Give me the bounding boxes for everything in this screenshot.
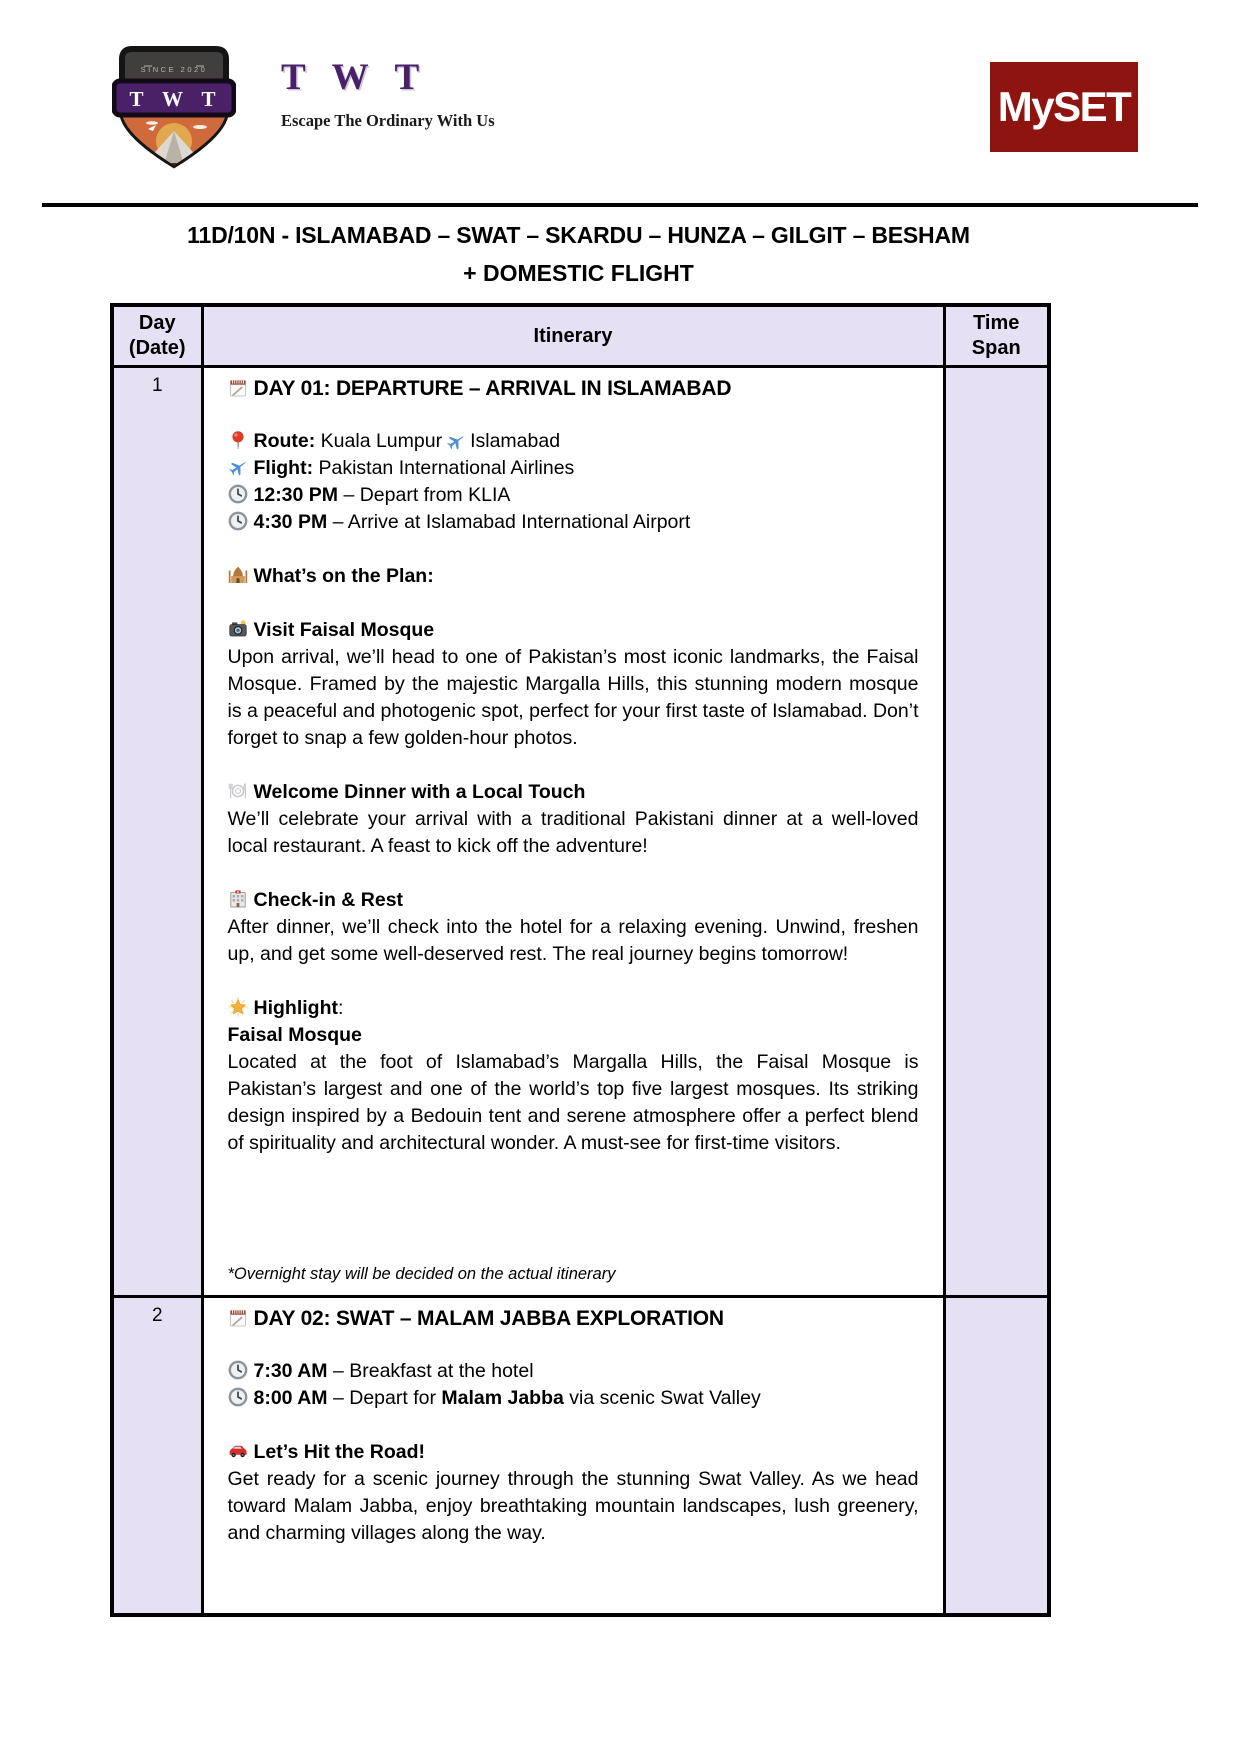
text-segment: 7:30 AM: [253, 1360, 328, 1382]
spacer: [228, 401, 919, 428]
document-title-line2: + DOMESTIC FLIGHT: [463, 260, 694, 286]
itinerary-heading: [228, 1307, 919, 1331]
text-segment: via scenic Swat Valley: [563, 1387, 761, 1409]
itinerary-paragraph: Get ready for a scenic journey through the stunning Swat Valley. As we head toward Malam Jabba, enjoy breathtaking mountain landscapes, lush greenery, and charming villages along the way.: [227, 1468, 919, 1544]
svg-text:H: H: [236, 889, 239, 894]
red-car-icon: [228, 1441, 248, 1461]
airplane-icon: [446, 431, 466, 451]
itinerary-line: [228, 1358, 919, 1385]
hotel-icon: [228, 889, 248, 909]
brand-tagline: Escape The Ordinary With Us: [281, 111, 495, 130]
spacer: [228, 1412, 919, 1439]
text-segment: – Depart from KLIA: [338, 484, 511, 506]
text-segment: – Arrive at Islamabad International Airport: [327, 511, 691, 533]
itinerary-row: [112, 1297, 1049, 1616]
itinerary-line: [228, 455, 919, 482]
document-title-line1: 11D/10N - ISLAMABAD – SWAT – SKARDU – HUNZA – GILGIT – BESHAM: [187, 222, 970, 248]
col-header-time-line2: Span: [971, 337, 1021, 359]
myset-logo: MySET: [990, 62, 1138, 152]
itinerary-line: [228, 887, 919, 914]
text-segment: Let’s Hit the Road!: [253, 1441, 426, 1463]
itinerary-paragraph: After dinner, we’ll check into the hotel for a relaxing evening. Unwind, freshen up, and get some well-deserved rest. The real journey begins tomorrow!: [227, 916, 919, 965]
badge-initials: T W T: [129, 87, 223, 111]
document-title: [110, 222, 1047, 287]
clock-icon: [228, 1360, 248, 1380]
text-segment: 4:30 PM: [253, 511, 328, 533]
text-segment: Welcome Dinner with a Local Touch: [253, 781, 586, 803]
text-segment: Visit Faisal Mosque: [253, 619, 435, 641]
text-segment: Islamabad: [470, 430, 561, 452]
spacer: [228, 590, 919, 617]
itinerary-line: [228, 995, 919, 1022]
day-cell: 1: [112, 367, 202, 1297]
itinerary-line: [228, 563, 919, 590]
itinerary-row: [112, 367, 1049, 1297]
text-segment: :: [337, 997, 344, 1019]
table-header-row: [112, 305, 1049, 367]
col-header-itinerary-line1: Itinerary: [533, 324, 613, 347]
text-segment: Faisal Mosque: [227, 1024, 362, 1046]
itinerary-line: [228, 1022, 919, 1049]
text-segment: Check-in & Rest: [253, 889, 404, 911]
spacer: [228, 860, 919, 887]
spacer: [228, 536, 919, 563]
itinerary-paragraph: Located at the foot of Islamabad’s Margalla Hills, the Faisal Mosque is Pakistan’s largest and one of the world’s top five largest mosques. Its striking design inspired by a Bedouin tent and serene atmosphere offer a perfect blend of spirituality and architectural wonder. A must-see for first-time visitors.: [227, 1051, 919, 1154]
text-segment: – Breakfast at the hotel: [327, 1360, 534, 1382]
itinerary-line: [228, 482, 919, 509]
itinerary-table: [110, 303, 1051, 1617]
text-segment: Malam Jabba: [441, 1387, 564, 1409]
itinerary-paragraph: We’ll celebrate your arrival with a traditional Pakistani dinner at a well-loved local restaurant. A feast to kick off the adventure!: [227, 808, 919, 857]
camera-flash-icon: [228, 619, 248, 639]
col-header-day-line1: Day: [138, 312, 176, 334]
twt-badge-logo: [112, 42, 236, 172]
clock-icon: [228, 1387, 248, 1407]
itinerary-cell-content: [228, 377, 919, 1287]
fork-knife-plate-icon: [228, 781, 248, 801]
text-segment: 12:30 PM: [253, 484, 339, 506]
clock-icon: [228, 511, 248, 531]
itinerary-cell-content: [228, 1307, 919, 1605]
header-divider: [42, 203, 1198, 207]
badge-since-label: SINCE 2020: [140, 65, 208, 74]
text-segment: Pakistan International Airlines: [313, 457, 575, 479]
col-header-itinerary: [202, 305, 944, 367]
day-cell: 2: [112, 1297, 202, 1616]
text-segment: 8:00 AM: [253, 1387, 328, 1409]
itinerary-cell: [202, 367, 944, 1297]
itinerary-heading: [228, 377, 919, 401]
spiral-notepad-icon: [228, 378, 248, 398]
itinerary-line: [228, 1439, 919, 1466]
itinerary-cell: [202, 1297, 944, 1616]
text-segment: DAY 02: SWAT – MALAM JABBA EXPLORATION: [253, 1307, 724, 1330]
text-segment: DAY 01: DEPARTURE – ARRIVAL IN ISLAMABAD: [253, 377, 732, 400]
itinerary-line: [228, 617, 919, 644]
airplane-icon: [228, 457, 248, 477]
col-header-time-span: [944, 305, 1049, 367]
spacer: [228, 752, 919, 779]
itinerary-footnote: *Overnight stay will be decided on the actual itinerary: [227, 1265, 616, 1283]
text-segment: What’s on the Plan:: [253, 565, 434, 587]
shield-badge-icon: [112, 42, 236, 172]
text-segment: Route:: [253, 430, 316, 452]
itinerary-line: [228, 779, 919, 806]
brand-block: [281, 56, 495, 131]
brand-name: T W T: [281, 57, 429, 98]
spacer: [228, 968, 919, 995]
spacer: [228, 1331, 919, 1358]
col-header-day-line2: (Date): [128, 337, 186, 359]
round-pushpin-icon: [228, 430, 248, 450]
text-segment: – Depart for: [327, 1387, 442, 1409]
time-span-cell: [944, 1297, 1049, 1616]
spiral-notepad-icon: [228, 1308, 248, 1328]
text-segment: Flight:: [253, 457, 314, 479]
time-span-cell: [944, 367, 1049, 1297]
itinerary-line: [228, 1385, 919, 1412]
text-segment: Highlight: [253, 997, 338, 1019]
text-segment: Kuala Lumpur: [315, 430, 443, 452]
col-header-time-line1: Time: [973, 312, 1020, 334]
itinerary-paragraph: Upon arrival, we’ll head to one of Pakistan’s most iconic landmarks, the Faisal Mosque. Framed by the majestic Margalla Hills, this stunning modern mosque is a peaceful and photogenic spot, perfect for your first taste of Islamabad. Don’t forget to snap a few golden-hour photos.: [227, 646, 919, 749]
glowing-star-icon: [228, 997, 248, 1017]
col-header-day: [112, 305, 202, 367]
mosque-icon: [228, 565, 248, 585]
itinerary-line: [228, 428, 919, 455]
clock-icon: [228, 484, 248, 504]
itinerary-line: [228, 509, 919, 536]
